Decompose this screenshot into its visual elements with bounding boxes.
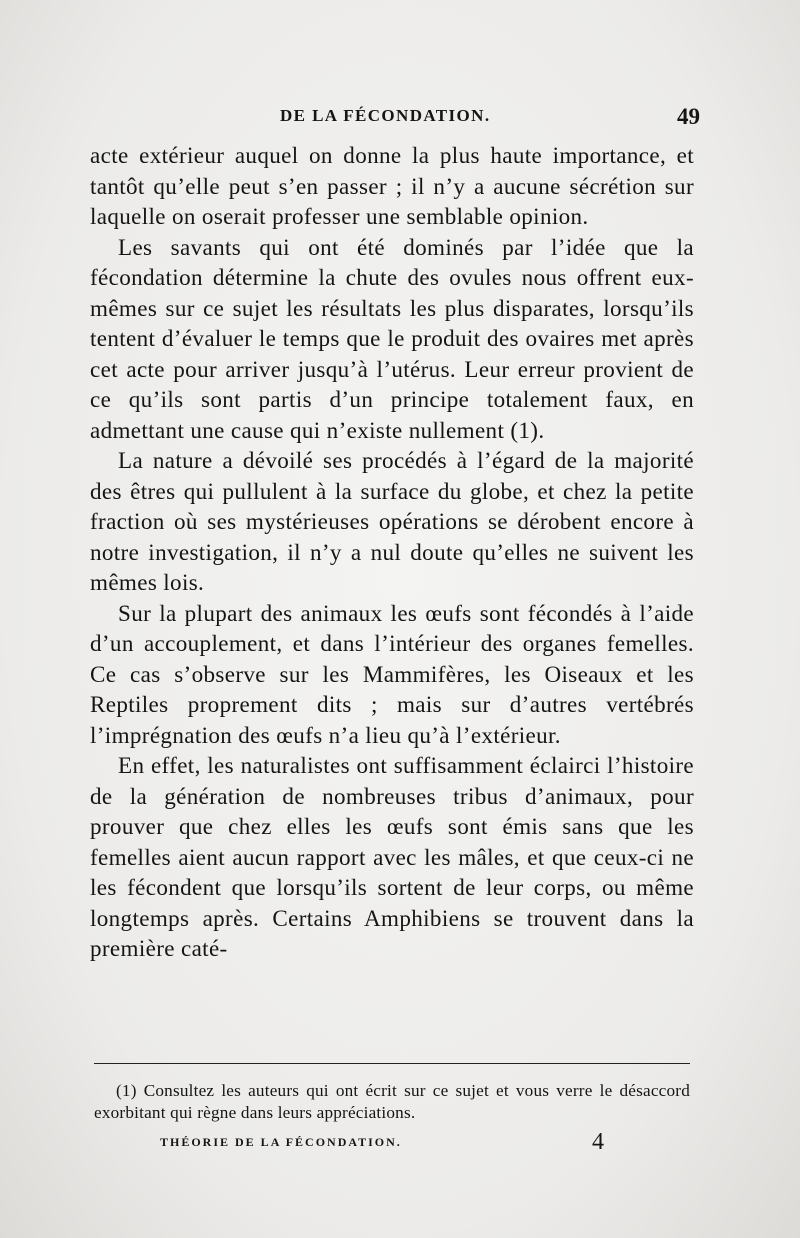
page-number: 49 <box>677 104 700 129</box>
paragraph: La nature a dévoilé ses procédés à l’égard de la majorité des êtres qui pullulent à la surface du globe, et chez la petite fraction où ses mystérieuses opérations se dérobent encore à notre investigation, il n’y a nul doute qu’elles ne suivent les mêmes lois. <box>90 447 694 595</box>
paragraph: Les savants qui ont été dominés par l’idée que la fécondation détermine la chute des ovules nous offrent eux-mêmes sur ce sujet les résultats les plus disparates, lorsqu’ils tentent d’évaluer le temps que le produit des ovaires met après cet acte pour arriver jusqu’à l’utérus. Leur erreur provient de ce qu’ils sont partis d’un principe totalement faux, en admettant une cause qui n’existe nullement (1). <box>90 233 694 443</box>
printer-signature <box>160 1131 660 1161</box>
signature-number: 4 <box>592 1129 604 1155</box>
footnote <box>94 1080 690 1124</box>
footnote-text: (1) Consultez les auteurs qui ont écrit sur ce sujet et vous verre le désaccord exorbitant qui règne dans leurs appréciations. <box>94 1081 690 1122</box>
footnote-divider <box>94 1063 690 1064</box>
signature-text: THÉORIE DE LA FÉCONDATION. <box>160 1135 402 1149</box>
paragraph: acte extérieur auquel on donne la plus haute importance, et tantôt qu’elle peut s’en passer ; il n’y a aucune sécrétion sur laquelle on oserait professer une semblable opinion. <box>90 142 694 229</box>
paragraph: En effet, les naturalistes ont suffisamment éclairci l’histoire de la génération de nombreuses tribus d’animaux, pour prouver que chez elles les œufs sont émis sans que les femelles aient aucun rapport avec les mâles, et que ceux-ci ne les fécondent que lorsqu’ils sortent de leur corps, ou même longtemps après. Certains Amphibiens se trouvent dans la première caté- <box>90 752 694 961</box>
body-text <box>90 140 694 964</box>
running-head: DE LA FÉCONDATION. <box>280 106 491 125</box>
paragraph: Sur la plupart des animaux les œufs sont fécondés à l’aide d’un accouplement, et dans l’intérieur des organes femelles. Ce cas s’observe sur les Mammifères, les Oiseaux et les Reptiles proprement dits ; mais sur d’autres vertébrés l’imprégnation des œufs n’a lieu qu’à l’extérieur. <box>90 599 694 748</box>
page-header <box>92 104 700 136</box>
